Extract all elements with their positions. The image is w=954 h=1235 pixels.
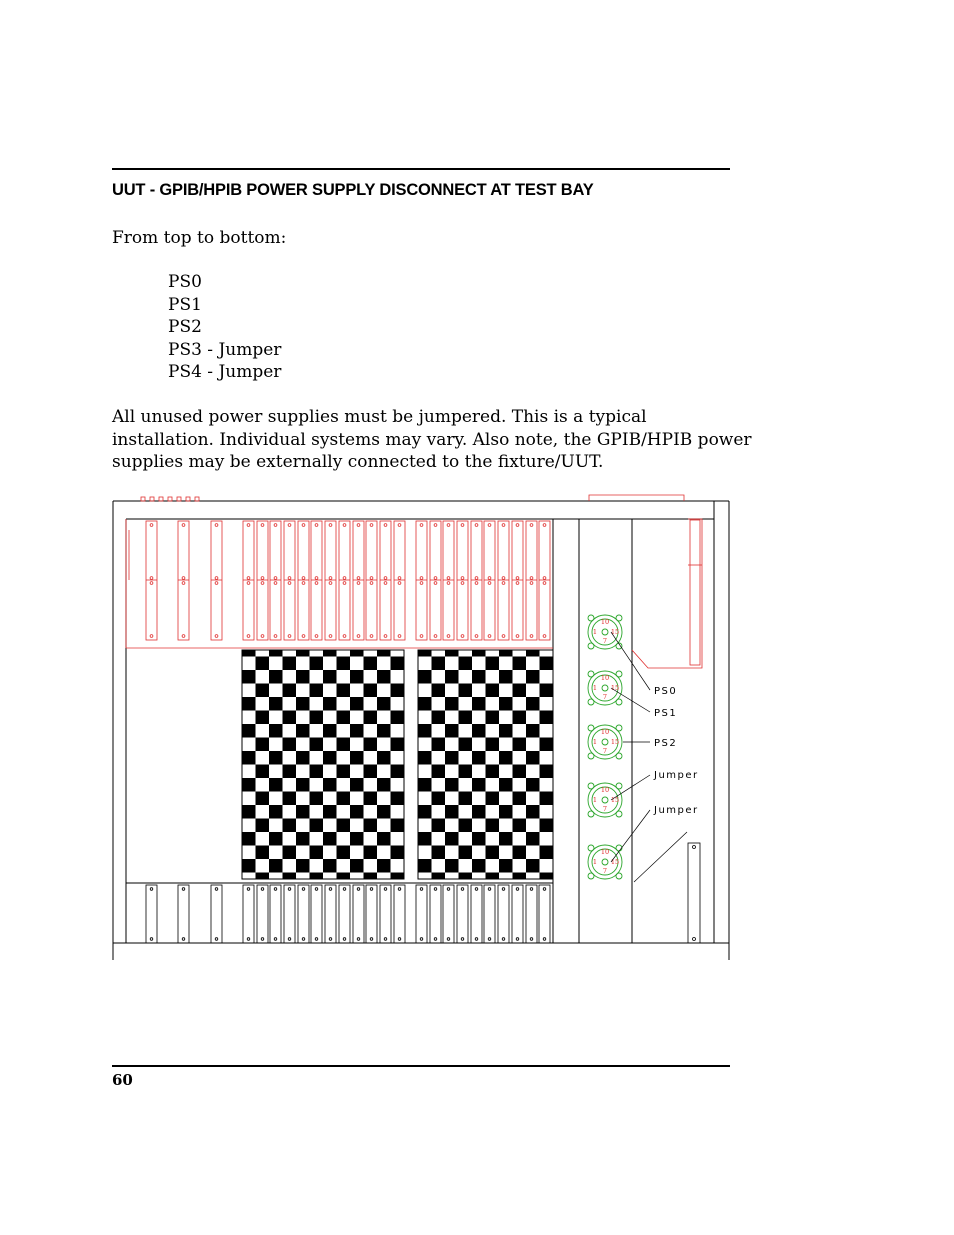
interface-panel-left <box>242 650 404 879</box>
power-supply-connector <box>588 845 622 879</box>
module-slot <box>178 885 189 943</box>
pin-label: 15 <box>610 684 620 692</box>
module-slot <box>178 521 189 640</box>
right-slot <box>688 843 700 943</box>
pin-label: 7 <box>602 747 608 755</box>
callout-ps0: PS0 <box>654 686 678 697</box>
module-slot <box>380 885 391 943</box>
module-slot <box>512 521 523 640</box>
module-slot <box>353 885 364 943</box>
module-slot <box>443 885 454 943</box>
module-slot <box>539 885 550 943</box>
list-item: PS0 <box>168 272 202 292</box>
module-slot <box>146 885 157 943</box>
module-slot <box>339 521 350 640</box>
pin-label: 1 <box>592 796 598 804</box>
power-supply-connectors <box>588 615 622 879</box>
module-slot <box>243 885 254 943</box>
callout-jumper-1: Jumper <box>654 770 699 781</box>
module-slot <box>284 885 295 943</box>
module-slot <box>512 885 523 943</box>
page-number: 60 <box>112 1071 133 1089</box>
module-slot <box>416 885 427 943</box>
intro-text: From top to bottom: <box>112 228 287 248</box>
module-slot <box>298 885 309 943</box>
module-slot <box>471 885 482 943</box>
module-slot <box>298 521 309 640</box>
callout-jumper-2: Jumper <box>654 805 699 816</box>
module-slot <box>366 885 377 943</box>
module-slot <box>353 521 364 640</box>
power-supply-list <box>168 271 281 384</box>
leader-lines <box>611 632 687 882</box>
callout-ps2: PS2 <box>654 738 678 749</box>
module-slot <box>339 885 350 943</box>
module-slots-bottom <box>146 885 550 943</box>
module-slot <box>430 521 441 640</box>
module-slot <box>471 521 482 640</box>
module-slot <box>243 521 254 640</box>
power-supply-connector <box>588 725 622 759</box>
pin-label: 15 <box>610 858 620 866</box>
module-slot <box>526 885 537 943</box>
pin-label: 1 <box>592 858 598 866</box>
power-supply-connector <box>588 615 622 649</box>
bottom-rule <box>112 1065 730 1067</box>
module-slot <box>146 521 157 640</box>
module-slot <box>270 521 281 640</box>
module-slot <box>211 521 222 640</box>
module-slot <box>270 885 281 943</box>
interface-panel-right <box>418 650 553 879</box>
pin-label: 10 <box>600 786 610 794</box>
power-supply-connector <box>588 783 622 817</box>
module-slot <box>498 885 509 943</box>
pin-label: 1 <box>592 628 598 636</box>
module-slot <box>498 521 509 640</box>
module-slot <box>325 885 336 943</box>
list-item: PS4 - Jumper <box>168 362 282 383</box>
page-title: UUT - GPIB/HPIB POWER SUPPLY DISCONNECT AT TEST BAY <box>112 181 594 199</box>
pin-label: 15 <box>610 628 620 636</box>
module-slot <box>457 885 468 943</box>
module-slot <box>539 521 550 640</box>
module-slot <box>380 521 391 640</box>
callout-ps1: PS1 <box>654 708 678 719</box>
list-item: PS1 <box>168 294 202 315</box>
top-rule <box>112 168 730 170</box>
module-slot <box>284 521 295 640</box>
pin-label: 15 <box>610 738 620 746</box>
pin-label: 10 <box>600 728 610 736</box>
pin-label: 15 <box>610 796 620 804</box>
pin-label: 10 <box>600 618 610 626</box>
module-slot <box>484 521 495 640</box>
pin-label: 7 <box>602 693 608 701</box>
module-slot <box>443 521 454 640</box>
module-slot <box>257 885 268 943</box>
module-slot <box>366 521 377 640</box>
module-slot <box>484 885 495 943</box>
module-slot <box>257 521 268 640</box>
module-slot <box>394 885 405 943</box>
pin-label: 7 <box>602 637 608 645</box>
module-slot <box>211 885 222 943</box>
module-slot <box>526 521 537 640</box>
module-slot <box>457 521 468 640</box>
installation-note: All unused power supplies must be jumpered. This is a typical installation. Individual systems may vary. Also note, the GPIB/HPIB power supplies may be externally connected to the fixture/UUT. <box>112 407 752 473</box>
pin-label: 7 <box>602 805 608 813</box>
module-slots-top <box>146 521 550 640</box>
module-slot <box>394 521 405 640</box>
pin-label: 10 <box>600 674 610 682</box>
pin-label: 1 <box>592 738 598 746</box>
module-slot <box>325 521 336 640</box>
module-slot <box>311 885 322 943</box>
module-slot <box>430 885 441 943</box>
pin-label: 10 <box>600 848 610 856</box>
list-item: PS2 <box>168 317 202 338</box>
power-supply-connector <box>588 671 622 705</box>
test-bay-diagram <box>112 494 732 964</box>
pin-label: 7 <box>602 867 608 875</box>
module-slot <box>416 521 427 640</box>
list-item: PS3 - Jumper <box>168 339 282 360</box>
module-slot <box>311 521 322 640</box>
pin-label: 1 <box>592 684 598 692</box>
